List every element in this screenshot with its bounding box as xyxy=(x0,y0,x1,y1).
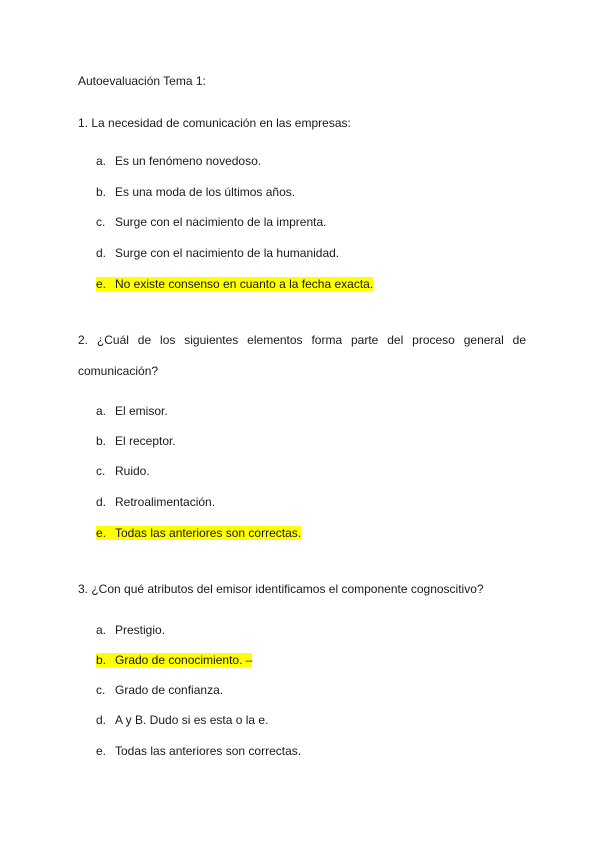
question-1-text: 1. La necesidad de comunicación en las empresas: xyxy=(78,116,351,130)
question-1-option-c: c. Surge con el nacimiento de la imprenta. xyxy=(96,215,327,229)
question-2-text-line2: comunicación? xyxy=(78,364,159,378)
question-3-option-a: a. Prestigio. xyxy=(96,623,166,637)
question-3-option-e: e. Todas las anteriores son correctas. xyxy=(96,744,302,758)
question-2-option-b: b. El receptor. xyxy=(96,434,176,448)
highlighted-answer: e. No existe consenso en cuanto a la fecha exacta. xyxy=(96,277,374,291)
question-2-option-d: d. Retroalimentación. xyxy=(96,495,216,509)
question-3-option-b xyxy=(96,652,252,668)
question-2-option-a: a. El emisor. xyxy=(96,404,168,418)
question-2-text-line1: 2. ¿Cuál de los siguientes elementos forma parte del proceso general de xyxy=(78,333,526,347)
highlighted-answer: e. Todas las anteriores son correctas. xyxy=(96,526,302,540)
question-1-option-b: b. Es una moda de los últimos años. xyxy=(96,185,296,199)
question-3-text: 3. ¿Con qué atributos del emisor identificamos el componente cognoscitivo? xyxy=(78,582,484,596)
document-title: Autoevaluación Tema 1: xyxy=(78,74,206,88)
question-2-option-e xyxy=(96,525,301,541)
highlighted-answer: b. Grado de conocimiento. – xyxy=(96,653,253,667)
question-1-option-a: a. Es un fenómeno novedoso. xyxy=(96,154,262,168)
question-3-option-c: c. Grado de confianza. xyxy=(96,683,224,697)
question-1-option-e xyxy=(96,276,373,292)
question-3-option-d: d. A y B. Dudo si es esta o la e. xyxy=(96,713,269,727)
question-2-option-c: c. Ruido. xyxy=(96,464,150,478)
question-1-option-d: d. Surge con el nacimiento de la humanidad. xyxy=(96,246,340,260)
